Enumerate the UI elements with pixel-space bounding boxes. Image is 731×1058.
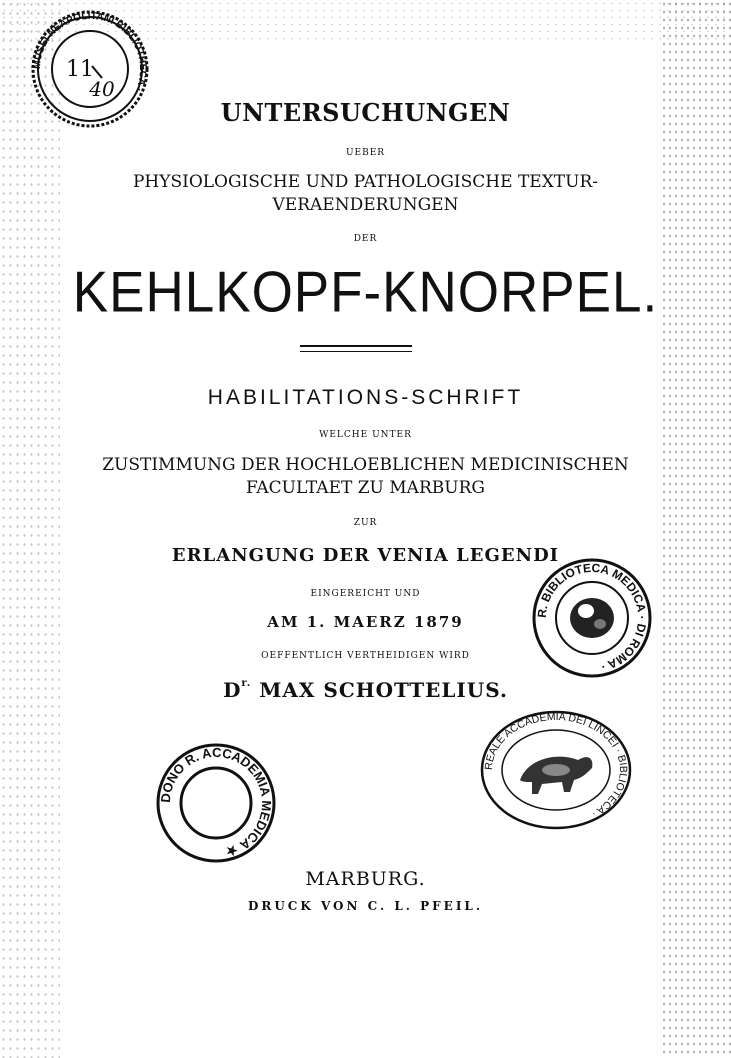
imprint-city: MARBURG. <box>305 868 426 890</box>
line-zur: ZUR <box>353 518 378 528</box>
svg-text:DONO R. ACCADEMIA MEDICA ★: DONO R. ACCADEMIA MEDICA ★ <box>157 744 275 860</box>
author-name: MAX SCHOTTELIUS. <box>259 678 508 702</box>
svg-text:40: 40 <box>89 77 115 101</box>
title-line-veraenderungen: VERAENDERUNGEN <box>272 195 459 215</box>
main-title: KEHLKOPF-KNORPEL. <box>72 260 659 325</box>
imprint-printer: DRUCK VON C. L. PFEIL. <box>247 899 484 913</box>
svg-text:11: 11 <box>66 57 94 82</box>
line-eingereicht: EINGEREICHT UND <box>310 589 421 599</box>
double-rule-top <box>300 345 412 347</box>
accademia-lincei-oval-stamp <box>478 708 634 832</box>
author-prefix: D <box>223 678 242 702</box>
habilitation-heading: HABILITATIONS-SCHRIFT <box>207 386 524 409</box>
double-rule-bottom <box>300 351 412 352</box>
title-line-ueber: UEBER <box>345 148 386 158</box>
line-welche-unter: WELCHE UNTER <box>319 430 412 440</box>
line-erlangung: ERLANGUNG DER VENIA LEGENDI <box>171 545 560 566</box>
museum-library-stamp <box>20 8 160 130</box>
title-line-der: DER <box>353 234 378 244</box>
line-date: AM 1. MAERZ 1879 <box>267 613 464 631</box>
line-zustimmung: ZUSTIMMUNG DER HOCHLOEBLICHEN MEDICINISCHEN <box>102 455 629 475</box>
accademia-medica-donation-stamp <box>150 742 282 864</box>
svg-text:MUSEI NEAPOLITANI BIBLIOTHECA: MUSEI NEAPOLITANI BIBLIOTHECA · <box>31 10 149 94</box>
author-superscript: r. <box>241 678 252 689</box>
title-line-untersuchungen: UNTERSUCHUNGEN <box>220 98 511 127</box>
line-oeffentlich: OEFFENTLICH VERTHEIDIGEN WIRD <box>261 651 470 661</box>
line-facultaet: FACULTAET ZU MARBURG <box>246 478 485 498</box>
author-line <box>0 678 731 702</box>
svg-text:REALE ACCADEMIA DEI LINCEI · B: REALE ACCADEMIA DEI LINCEI · BIBLIOTECA · <box>482 710 630 820</box>
title-line-physiologische: PHYSIOLOGISCHE UND PATHOLOGISCHE TEXTUR- <box>132 172 599 192</box>
biblioteca-medica-stamp <box>530 556 654 680</box>
svg-text:R. BIBLIOTECA MEDICA · DI ROMA: R. BIBLIOTECA MEDICA · DI ROMA · <box>534 560 650 675</box>
